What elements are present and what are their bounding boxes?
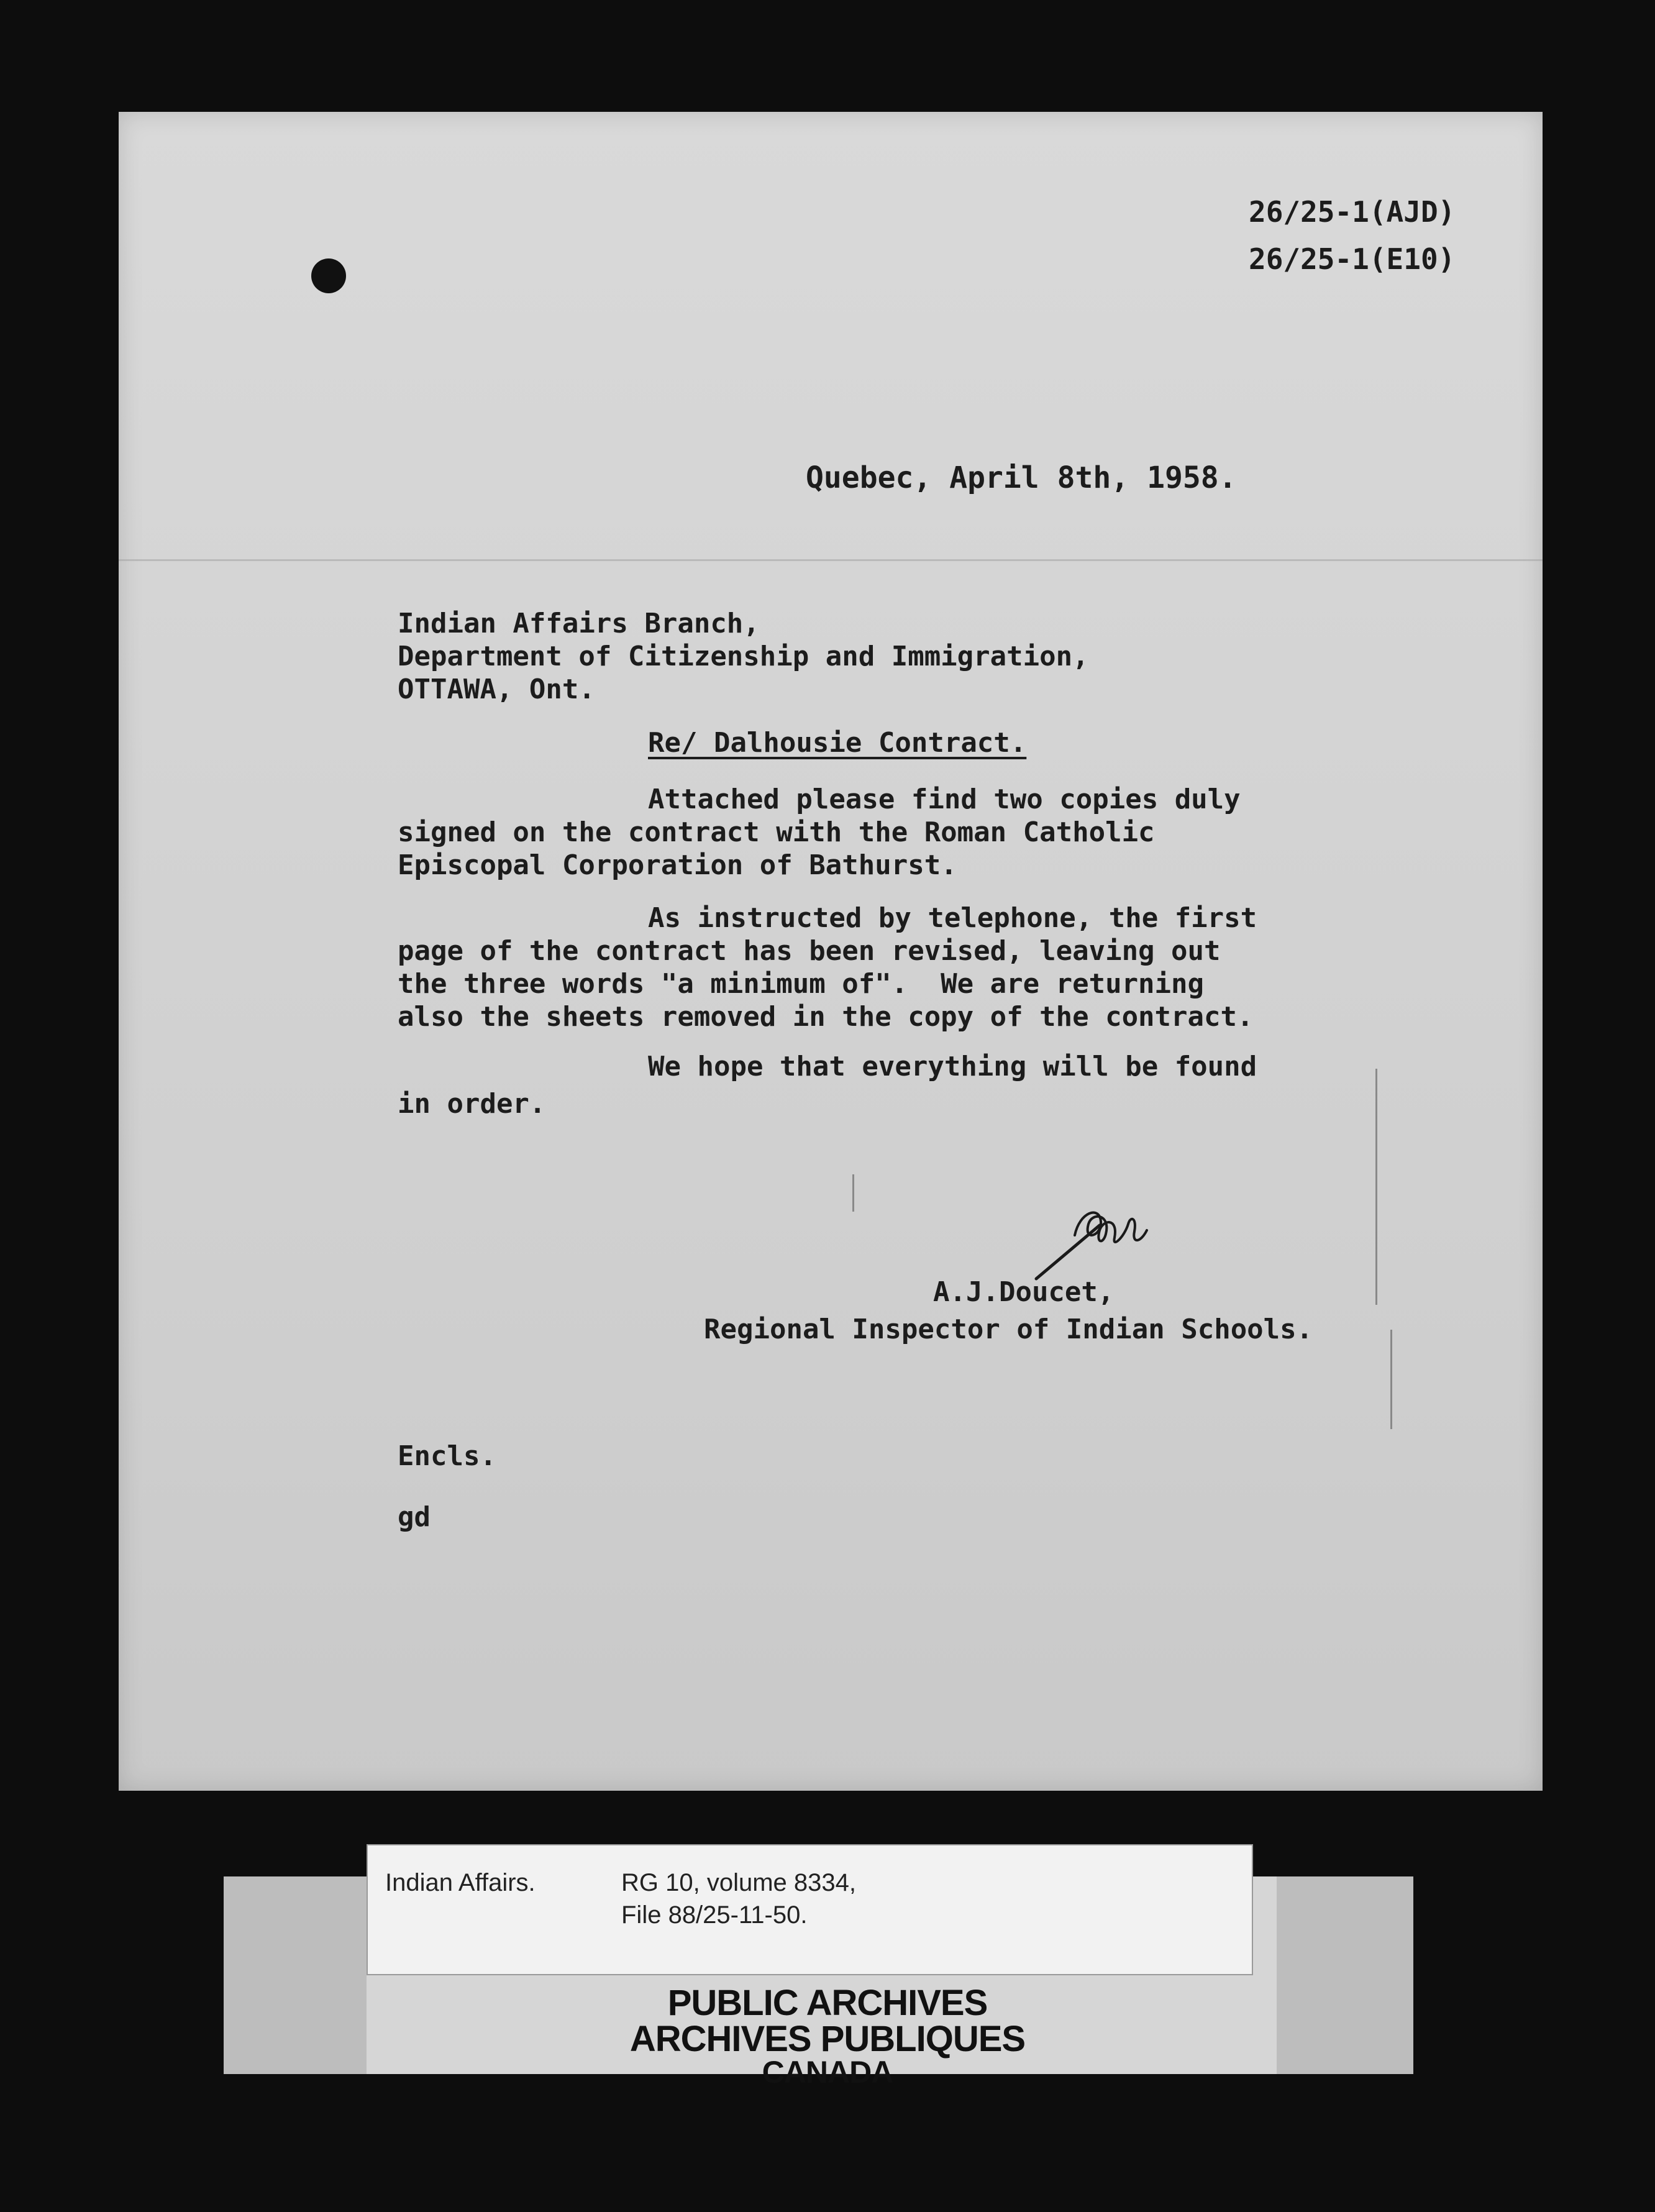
paragraph-2-line-4: also the sheets removed in the copy of the contract.: [398, 1001, 1254, 1033]
margin-line-right-2: [1390, 1330, 1392, 1429]
subject-line: Re/ Dalhousie Contract.: [648, 727, 1027, 759]
file-reference-1: 26/25-1(AJD): [1249, 195, 1456, 229]
paragraph-1-line-1: Attached please find two copies duly: [648, 784, 1241, 815]
paragraph-2-line-2: page of the contract has been revised, leaving out: [398, 935, 1221, 967]
paragraph-1-line-3: Episcopal Corporation of Bathurst.: [398, 849, 957, 881]
archive-stamp-line-1: PUBLIC ARCHIVES: [667, 1983, 988, 2023]
archive-fonds: Indian Affairs.: [385, 1869, 536, 1896]
enclosure-note: Encls.: [398, 1440, 496, 1472]
typist-initials: gd: [398, 1501, 431, 1533]
place-date: Quebec, April 8th, 1958.: [806, 460, 1237, 495]
addressee-line-3: OTTAWA, Ont.: [398, 674, 595, 705]
margin-line-right-1: [1375, 1069, 1377, 1305]
margin-mark: [852, 1174, 854, 1212]
punch-hole: [311, 258, 346, 293]
addressee-line-1: Indian Affairs Branch,: [398, 608, 760, 639]
paragraph-3-line-2: in order.: [398, 1088, 546, 1120]
paragraph-2-line-1: As instructed by telephone, the first: [648, 902, 1257, 934]
archive-stamp-line-2: ARCHIVES PUBLIQUES: [629, 2019, 1026, 2059]
addressee-line-2: Department of Citizenship and Immigration,: [398, 641, 1089, 672]
signatory-title: Regional Inspector of Indian Schools.: [704, 1314, 1313, 1345]
archive-stamp-line-3: CANADA: [762, 2055, 893, 2090]
paper-fold-line: [119, 559, 1543, 561]
paragraph-1-line-2: signed on the contract with the Roman Catholic: [398, 816, 1155, 848]
handwritten-signature: [1031, 1199, 1156, 1286]
archive-reference-label: [367, 1844, 1253, 1975]
archive-reference-line-1: RG 10, volume 8334,: [621, 1869, 856, 1896]
paragraph-3-line-1: We hope that everything will be found: [648, 1051, 1257, 1082]
paragraph-2-line-3: the three words "a minimum of". We are returning: [398, 968, 1205, 1000]
archive-reference-line-2: File 88/25-11-50.: [621, 1901, 808, 1929]
file-reference-2: 26/25-1(E10): [1249, 242, 1456, 276]
signatory-name: A.J.Doucet,: [933, 1276, 1115, 1308]
